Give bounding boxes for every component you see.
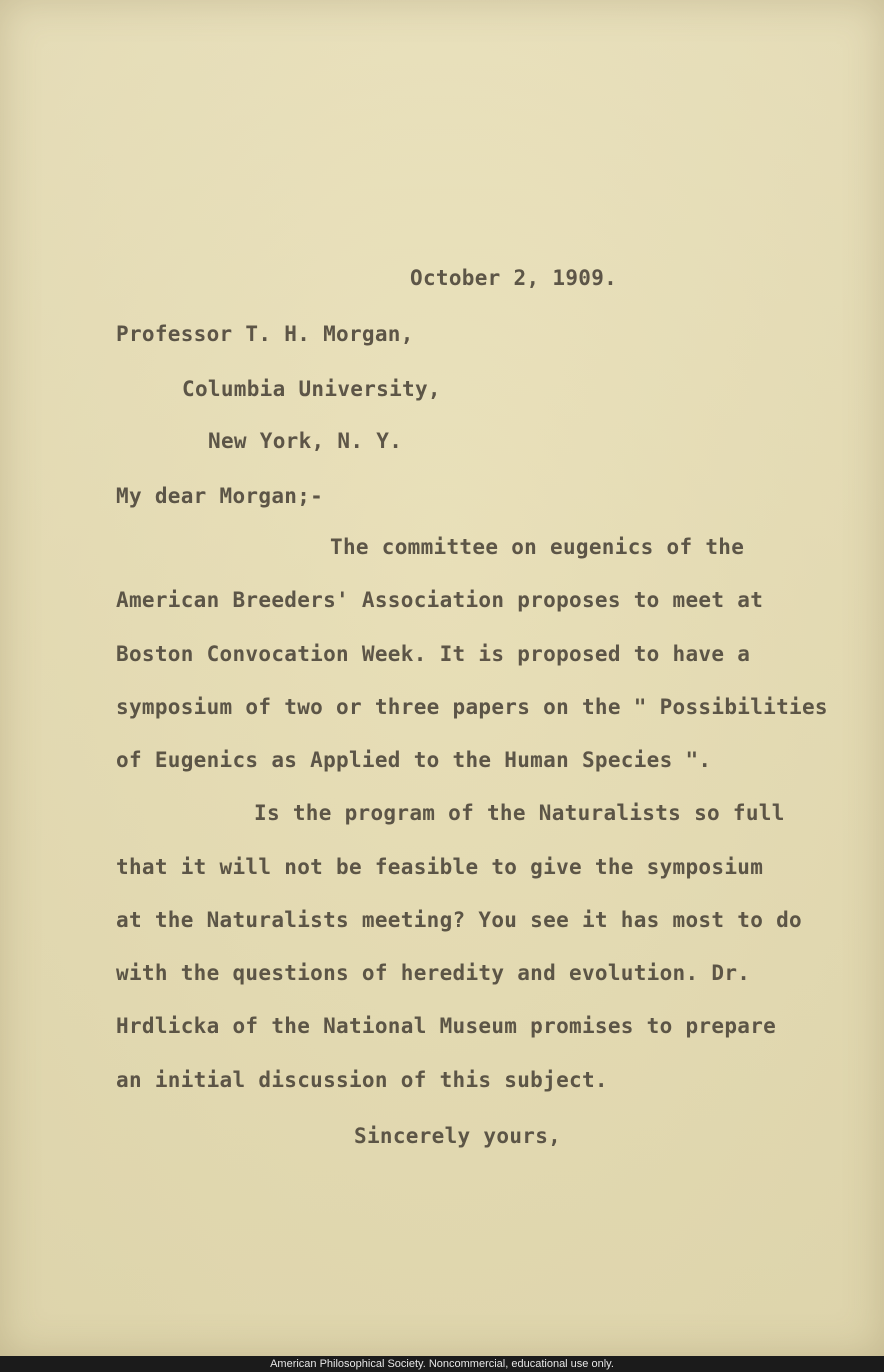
closing: Sincerely yours, [354, 1124, 562, 1148]
recipient-institution: Columbia University, [182, 377, 441, 401]
body-line: symposium of two or three papers on the " Possibilities [116, 695, 828, 719]
body-line: Is the program of the Naturalists so full [254, 801, 785, 825]
body-line: of Eugenics as Applied to the Human Species ". [116, 748, 712, 772]
body-line: that it will not be feasible to give the symposium [116, 855, 764, 879]
recipient-name: Professor T. H. Morgan, [116, 322, 414, 346]
salutation: My dear Morgan;- [116, 484, 324, 508]
recipient-city: New York, N. Y. [208, 429, 403, 453]
body-line: an initial discussion of this subject. [116, 1068, 608, 1092]
body-line: Boston Convocation Week. It is proposed to have a [116, 642, 751, 666]
body-line: at the Naturalists meeting? You see it has most to do [116, 908, 802, 932]
letter-date: October 2, 1909. [410, 266, 618, 290]
body-line: with the questions of heredity and evolution. Dr. [116, 961, 751, 985]
body-line: The committee on eugenics of the [330, 535, 745, 559]
footer-credit: American Philosophical Society. Noncommercial, educational use only. [0, 1356, 884, 1372]
body-line: American Breeders' Association proposes to meet at [116, 588, 764, 612]
body-line: Hrdlicka of the National Museum promises to prepare [116, 1014, 777, 1038]
